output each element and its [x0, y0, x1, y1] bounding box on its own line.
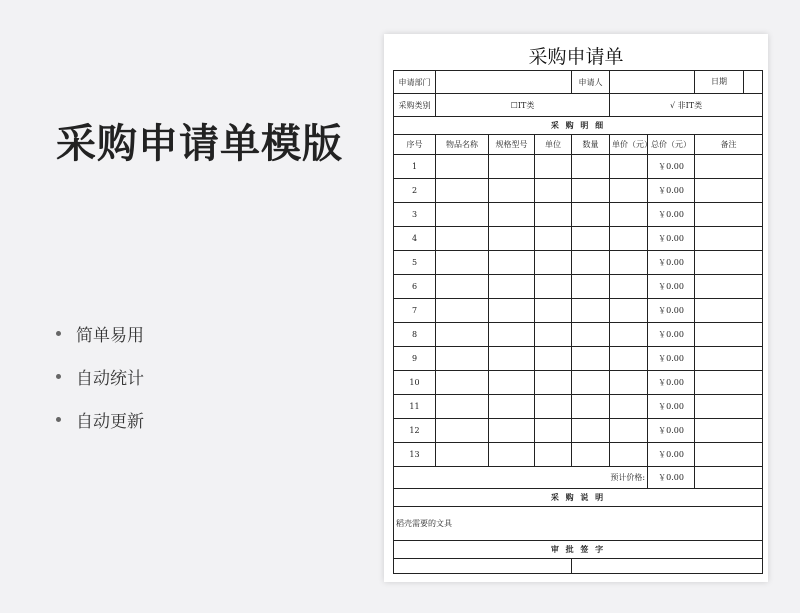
quantity-cell[interactable] [572, 179, 610, 203]
description-section-row [394, 489, 763, 507]
item-name-cell[interactable] [436, 323, 489, 347]
unit-price-cell[interactable] [610, 443, 648, 467]
quantity-cell[interactable] [572, 323, 610, 347]
unit-price-cell[interactable] [610, 155, 648, 179]
table-row [394, 275, 763, 299]
item-name-cell[interactable] [436, 299, 489, 323]
estimate-value: ￥0.00 [648, 467, 695, 489]
row-number: 4 [394, 227, 436, 251]
total-price-cell: ￥0.00 [648, 443, 695, 467]
table-row [394, 419, 763, 443]
table-row [394, 155, 763, 179]
column-header: 规格型号 [489, 135, 535, 155]
row-number: 13 [394, 443, 436, 467]
unit-cell[interactable] [535, 299, 572, 323]
unit-price-cell[interactable] [610, 203, 648, 227]
feature-item [56, 312, 144, 355]
unit-price-cell[interactable] [610, 227, 648, 251]
remark-cell[interactable] [695, 323, 763, 347]
total-price-cell: ￥0.00 [648, 323, 695, 347]
quantity-cell[interactable] [572, 251, 610, 275]
spec-cell[interactable] [489, 347, 535, 371]
row-number: 8 [394, 323, 436, 347]
unit-price-cell[interactable] [610, 275, 648, 299]
item-name-cell[interactable] [436, 419, 489, 443]
remark-cell[interactable] [695, 251, 763, 275]
total-price-cell: ￥0.00 [648, 371, 695, 395]
quantity-cell[interactable] [572, 203, 610, 227]
unit-price-cell[interactable] [610, 419, 648, 443]
item-name-cell[interactable] [436, 155, 489, 179]
bullet-icon [56, 374, 61, 379]
unit-price-cell[interactable] [610, 371, 648, 395]
document-preview [384, 34, 768, 582]
approval-field-right[interactable] [572, 559, 763, 574]
row-number: 9 [394, 347, 436, 371]
quantity-cell[interactable] [572, 419, 610, 443]
table-row [394, 299, 763, 323]
spec-cell[interactable] [489, 299, 535, 323]
quantity-cell[interactable] [572, 347, 610, 371]
spec-cell[interactable] [489, 155, 535, 179]
total-price-cell: ￥0.00 [648, 395, 695, 419]
remark-cell[interactable] [695, 227, 763, 251]
unit-cell[interactable] [535, 347, 572, 371]
column-header: 数量 [572, 135, 610, 155]
quantity-cell[interactable] [572, 155, 610, 179]
unit-cell[interactable] [535, 419, 572, 443]
remark-cell[interactable] [695, 395, 763, 419]
spec-cell[interactable] [489, 419, 535, 443]
it-option[interactable]: ☐IT类 [436, 94, 610, 117]
remark-cell[interactable] [695, 299, 763, 323]
category-label: 采购类别 [394, 94, 436, 117]
item-name-cell[interactable] [436, 347, 489, 371]
unit-cell[interactable] [535, 203, 572, 227]
table-row [394, 227, 763, 251]
feature-label: 简单易用 [76, 326, 144, 346]
quantity-cell[interactable] [572, 275, 610, 299]
unit-cell[interactable] [535, 251, 572, 275]
estimate-label: 预计价格: [394, 467, 648, 489]
spec-cell[interactable] [489, 395, 535, 419]
total-price-cell: ￥0.00 [648, 347, 695, 371]
bullet-icon [56, 417, 61, 422]
table-row [394, 203, 763, 227]
applicant-label: 申请人 [572, 71, 610, 94]
remark-cell[interactable] [695, 203, 763, 227]
spec-cell[interactable] [489, 203, 535, 227]
column-header: 单位 [535, 135, 572, 155]
feature-item [56, 355, 144, 398]
feature-list [56, 312, 144, 441]
description-text[interactable]: 稻壳需要的文具 [394, 507, 763, 541]
spec-cell[interactable] [489, 371, 535, 395]
item-name-cell[interactable] [436, 443, 489, 467]
item-name-cell[interactable] [436, 227, 489, 251]
unit-cell[interactable] [535, 179, 572, 203]
unit-cell[interactable] [535, 395, 572, 419]
bullet-icon [56, 331, 61, 336]
row-number: 11 [394, 395, 436, 419]
spec-cell[interactable] [489, 179, 535, 203]
column-header: 备注 [695, 135, 763, 155]
row-number: 5 [394, 251, 436, 275]
feature-item [56, 398, 144, 441]
total-price-cell: ￥0.00 [648, 251, 695, 275]
row-number: 1 [394, 155, 436, 179]
total-price-cell: ￥0.00 [648, 419, 695, 443]
table-row [394, 251, 763, 275]
document-title: 采购申请单 [528, 46, 624, 68]
total-price-cell: ￥0.00 [648, 275, 695, 299]
quantity-cell[interactable] [572, 395, 610, 419]
remark-cell[interactable] [695, 371, 763, 395]
table-row [394, 371, 763, 395]
column-header: 物品名称 [436, 135, 489, 155]
applicant-field[interactable] [610, 71, 695, 94]
description-section-title: 采 购 说 明 [394, 489, 763, 507]
item-name-cell[interactable] [436, 251, 489, 275]
approval-field-left[interactable] [394, 559, 572, 574]
estimate-row [394, 467, 763, 489]
remark-cell[interactable] [695, 443, 763, 467]
row-number: 2 [394, 179, 436, 203]
unit-price-cell[interactable] [610, 347, 648, 371]
quantity-cell[interactable] [572, 443, 610, 467]
spec-cell[interactable] [489, 323, 535, 347]
unit-cell[interactable] [535, 275, 572, 299]
feature-label: 自动更新 [76, 412, 144, 432]
date-cell [695, 71, 763, 94]
spec-cell[interactable] [489, 275, 535, 299]
remark-cell[interactable] [695, 155, 763, 179]
date-label: 日期 [695, 71, 744, 93]
quantity-cell[interactable] [572, 299, 610, 323]
approval-section-title: 审 批 签 字 [394, 541, 763, 559]
unit-price-cell[interactable] [610, 323, 648, 347]
unit-cell[interactable] [535, 323, 572, 347]
unit-cell[interactable] [535, 227, 572, 251]
unit-price-cell[interactable] [610, 179, 648, 203]
column-header: 单价（元） [610, 135, 648, 155]
quantity-cell[interactable] [572, 371, 610, 395]
item-name-cell[interactable] [436, 179, 489, 203]
dept-field[interactable] [436, 71, 572, 94]
row-number: 7 [394, 299, 436, 323]
unit-cell[interactable] [535, 371, 572, 395]
table-row [394, 323, 763, 347]
estimate-blank [695, 467, 763, 489]
approval-row [394, 559, 763, 574]
row-number: 6 [394, 275, 436, 299]
item-name-cell[interactable] [436, 203, 489, 227]
table-row [394, 395, 763, 419]
unit-price-cell[interactable] [610, 299, 648, 323]
column-header: 总价（元） [648, 135, 695, 155]
remark-cell[interactable] [695, 419, 763, 443]
spec-cell[interactable] [489, 443, 535, 467]
item-name-cell[interactable] [436, 275, 489, 299]
dept-label: 申请部门 [394, 71, 436, 94]
details-section-title: 采 购 明 细 [394, 117, 763, 135]
table-row [394, 179, 763, 203]
non-it-option[interactable]: √ 非IT类 [610, 94, 763, 117]
quantity-cell[interactable] [572, 227, 610, 251]
row-number: 10 [394, 371, 436, 395]
remark-cell[interactable] [695, 275, 763, 299]
description-row [394, 507, 763, 541]
total-price-cell: ￥0.00 [648, 155, 695, 179]
total-price-cell: ￥0.00 [648, 299, 695, 323]
table-row [394, 347, 763, 371]
item-name-cell[interactable] [436, 395, 489, 419]
approval-section-row [394, 541, 763, 559]
unit-cell[interactable] [535, 155, 572, 179]
row-number: 12 [394, 419, 436, 443]
table-row [394, 443, 763, 467]
spec-cell[interactable] [489, 251, 535, 275]
remark-cell[interactable] [695, 179, 763, 203]
item-name-cell[interactable] [436, 371, 489, 395]
total-price-cell: ￥0.00 [648, 227, 695, 251]
feature-label: 自动统计 [76, 369, 144, 389]
row-number: 3 [394, 203, 436, 227]
unit-cell[interactable] [535, 443, 572, 467]
column-header: 序号 [394, 135, 436, 155]
page-title: 采购申请单模版 [56, 121, 343, 167]
unit-price-cell[interactable] [610, 251, 648, 275]
total-price-cell: ￥0.00 [648, 203, 695, 227]
purchase-form-table [393, 70, 763, 574]
total-price-cell: ￥0.00 [648, 179, 695, 203]
unit-price-cell[interactable] [610, 395, 648, 419]
spec-cell[interactable] [489, 227, 535, 251]
remark-cell[interactable] [695, 347, 763, 371]
